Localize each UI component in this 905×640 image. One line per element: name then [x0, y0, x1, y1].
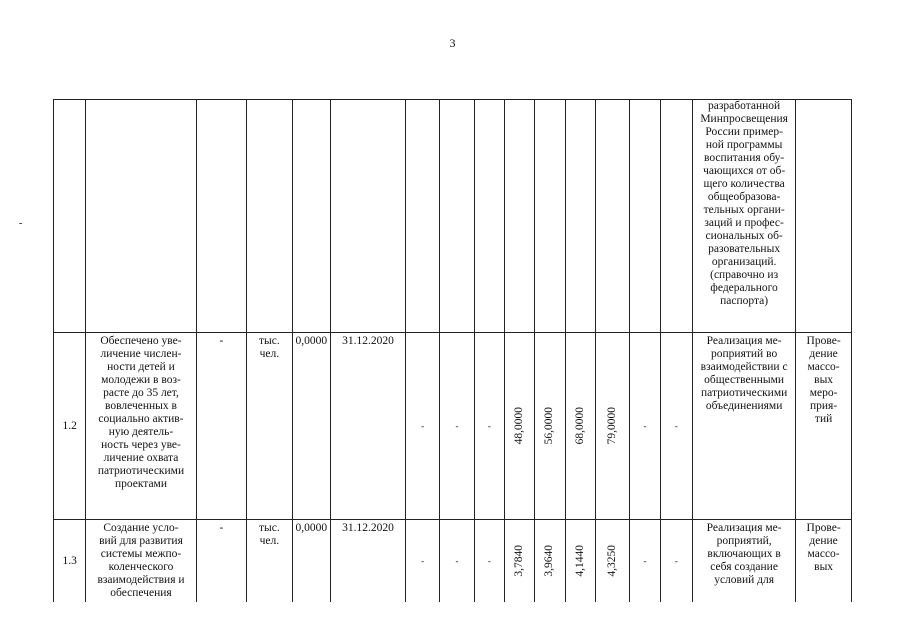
- base-value-cell: 0,0000: [292, 520, 330, 603]
- activity-line: дение: [809, 348, 838, 360]
- description-line: сиональных об-: [705, 230, 783, 242]
- year-cell: -: [405, 333, 439, 520]
- dash-cell: -: [196, 520, 247, 603]
- activity-line: тий: [814, 413, 833, 425]
- result-line: патриотическими: [97, 465, 185, 477]
- description-line: воспитания обу-: [703, 152, 785, 164]
- result-line: личение числен-: [100, 348, 182, 360]
- unit-cell: [247, 520, 293, 603]
- result-line: обеспечения: [110, 587, 172, 599]
- base-value-cell: [292, 100, 330, 333]
- result-line: коленческого: [108, 561, 174, 573]
- activity-line: вых: [814, 374, 834, 386]
- base-date-cell: 31.12.2020: [331, 520, 406, 603]
- year-cell: -: [474, 520, 504, 603]
- description-line: Минпросвещения: [700, 113, 788, 125]
- description-line: включающих в: [707, 548, 781, 560]
- table-row: [54, 333, 852, 520]
- result-line: Создание усло-: [103, 522, 179, 534]
- description-line: (справочно из: [710, 269, 779, 281]
- description-line: общеобразова-: [707, 191, 781, 203]
- description-line: чающихся от об-: [703, 165, 786, 177]
- activity-line: дение: [809, 535, 838, 547]
- description-line: разовательных: [708, 243, 781, 255]
- year-cell: [595, 520, 629, 603]
- description-line: себя создание: [710, 561, 778, 573]
- year-cell: [405, 100, 439, 333]
- year-cell: [565, 333, 595, 520]
- year-cell: -: [405, 520, 439, 603]
- result-cell: [86, 520, 196, 603]
- description-line: разработанной: [708, 100, 781, 112]
- target-value: 68,0000: [573, 407, 586, 445]
- target-value: 79,0000: [606, 407, 619, 445]
- row-number-cell: 1.2: [54, 333, 86, 520]
- year-cell: [440, 100, 474, 333]
- description-line: России пример-: [705, 126, 783, 138]
- year-cell: -: [660, 520, 692, 603]
- description-cell: [693, 520, 796, 603]
- year-cell: [535, 520, 565, 603]
- year-cell: -: [630, 333, 660, 520]
- activity-line: Прове-: [806, 335, 841, 347]
- target-value: 48,0000: [513, 407, 526, 445]
- description-line: патриотическими: [700, 387, 788, 399]
- description-line: объединениями: [705, 400, 783, 412]
- description-line: Реализация ме-: [706, 335, 782, 347]
- description-line: тельных органи-: [703, 204, 785, 216]
- unit-line: тыс.: [259, 335, 280, 347]
- year-cell: -: [660, 333, 692, 520]
- activity-cell: [796, 100, 852, 333]
- activity-cell: [796, 520, 852, 603]
- target-value: 4,3250: [606, 545, 619, 577]
- result-line: системы межпо-: [100, 548, 182, 560]
- activity-line: меро-: [809, 387, 838, 399]
- result-line: проектами: [114, 478, 167, 490]
- activity-line: вых: [814, 561, 834, 573]
- description-cell: [693, 100, 796, 333]
- year-cell: -: [440, 333, 474, 520]
- year-cell: -: [440, 520, 474, 603]
- year-cell: [535, 333, 565, 520]
- activity-line: массо-: [807, 361, 840, 373]
- base-value-cell: 0,0000: [292, 333, 330, 520]
- description-line: взаимодействии с: [700, 361, 788, 373]
- unit-cell: [247, 100, 293, 333]
- table-row: [54, 520, 852, 603]
- result-line: ную деятель-: [108, 426, 174, 438]
- year-cell: [505, 520, 535, 603]
- result-cell: [86, 333, 196, 520]
- result-line: Обеспечено уве-: [100, 335, 182, 347]
- result-line: взаимодействия и: [97, 574, 185, 586]
- year-cell: -: [474, 333, 504, 520]
- page-number: 3: [449, 36, 456, 50]
- result-line: ность через уве-: [101, 439, 181, 451]
- description-cell: [693, 333, 796, 520]
- stray-mark: -: [19, 218, 23, 229]
- year-cell: [535, 100, 565, 333]
- description-line: ной программы: [705, 139, 783, 151]
- target-value: 56,0000: [543, 407, 556, 445]
- description-line: роприятий во: [711, 348, 778, 360]
- target-value: 3,7840: [513, 545, 526, 577]
- year-cell: [565, 520, 595, 603]
- description-line: щего количества: [703, 178, 785, 190]
- description-line: организаций.: [711, 256, 777, 268]
- description-line: паспорта): [720, 295, 769, 307]
- unit-line: чел.: [259, 535, 280, 547]
- base-date-cell: 31.12.2020: [331, 333, 406, 520]
- result-line: вовлеченных в: [105, 400, 177, 412]
- description-line: роприятий,: [716, 535, 772, 547]
- base-date-cell: [331, 100, 406, 333]
- activity-line: массо-: [807, 548, 840, 560]
- result-line: расте до 35 лет,: [103, 387, 179, 399]
- result-line: социально актив-: [98, 413, 184, 425]
- target-value: 4,1440: [573, 545, 586, 577]
- activity-line: прия-: [810, 400, 838, 412]
- year-cell: -: [630, 520, 660, 603]
- year-cell: [595, 100, 629, 333]
- row-number-cell: [54, 100, 86, 333]
- year-cell: [505, 333, 535, 520]
- year-cell: [660, 100, 692, 333]
- unit-cell: [247, 333, 293, 520]
- description-line: федерального: [710, 282, 778, 294]
- unit-line: чел.: [259, 348, 280, 360]
- year-cell: [565, 100, 595, 333]
- result-line: личение охвата: [103, 452, 179, 464]
- year-cell: [595, 333, 629, 520]
- target-value: 3,9640: [543, 545, 556, 577]
- description-line: общественными: [704, 374, 785, 386]
- description-line: Реализация ме-: [706, 522, 782, 534]
- year-cell: [474, 100, 504, 333]
- dash-cell: -: [196, 333, 247, 520]
- description-line: условий для: [714, 574, 775, 586]
- dash-cell: [196, 100, 247, 333]
- result-line: молодежи в воз-: [101, 374, 181, 386]
- year-cell: [505, 100, 535, 333]
- unit-line: тыс.: [259, 522, 280, 534]
- activity-line: Прове-: [806, 522, 841, 534]
- row-number-cell: 1.3: [54, 520, 86, 603]
- result-line: ности детей и: [107, 361, 175, 373]
- indicator-table: [53, 99, 852, 602]
- result-line: вий для развития: [99, 535, 183, 547]
- activity-cell: [796, 333, 852, 520]
- year-cell: [630, 100, 660, 333]
- result-cell: [86, 100, 196, 333]
- description-line: заций и профес-: [704, 217, 784, 229]
- table-row: [54, 100, 852, 333]
